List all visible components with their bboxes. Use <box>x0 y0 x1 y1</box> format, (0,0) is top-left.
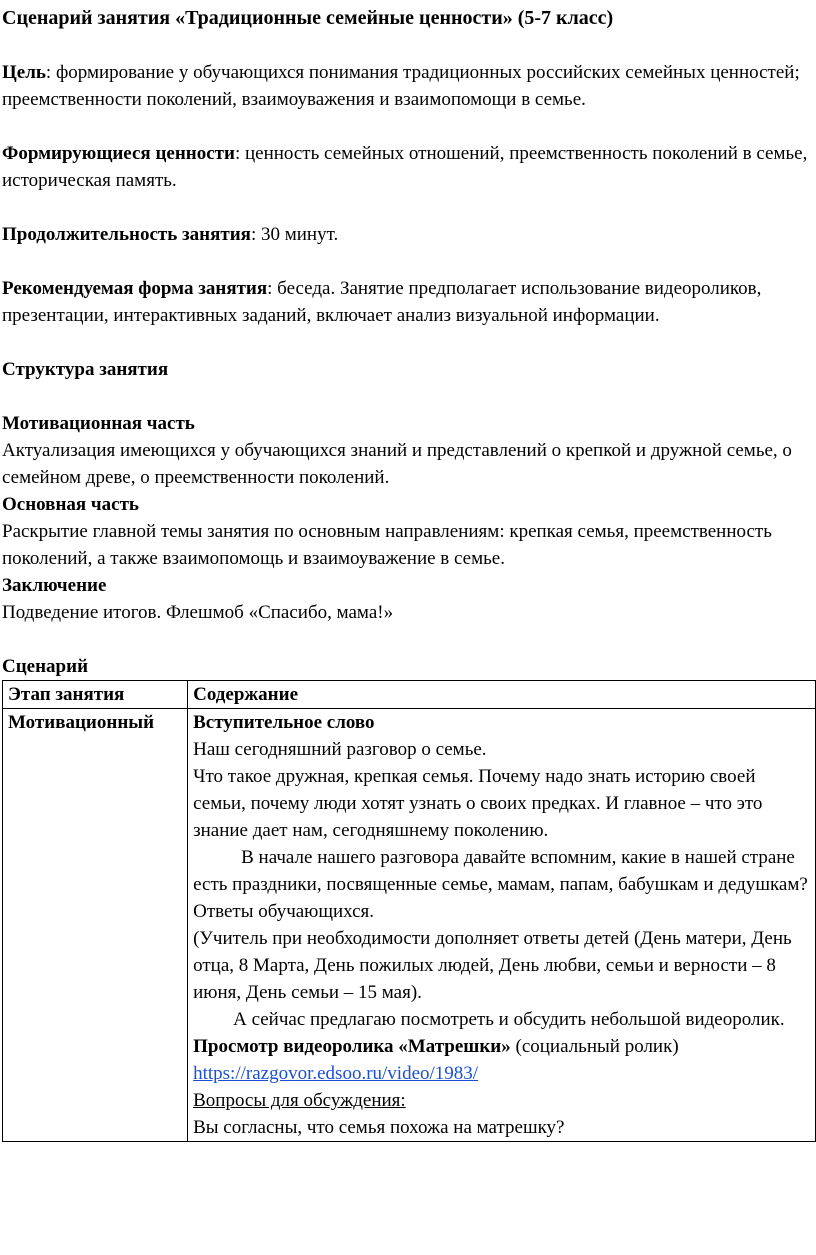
structure-heading: Структура занятия <box>2 359 169 380</box>
goal-label: Цель <box>2 62 46 83</box>
header-stage: Этап занятия <box>3 681 188 709</box>
goal-paragraph <box>2 59 816 113</box>
stage-cell: Мотивационный <box>3 709 188 1142</box>
document-title: Сценарий занятия «Традиционные семейные ценности» (5-7 класс) <box>2 7 614 29</box>
structure-part-title: Основная часть <box>2 494 139 515</box>
questions-label: Вопросы для обсуждения: <box>193 1090 406 1111</box>
structure-part-title: Мотивационная часть <box>2 413 195 434</box>
video-note: (социальный ролик) <box>510 1036 679 1057</box>
table-row <box>3 709 816 1142</box>
intro-title: Вступительное слово <box>193 712 375 733</box>
goal-text: : формирование у обучающихся понимания традиционных российских семейных ценностей; преемственности поколений, взаимоуважения и взаимопомощи в семье. <box>2 62 800 110</box>
video-title: Просмотр видеоролика «Матрешки» <box>193 1036 511 1057</box>
values-label: Формирующиеся ценности <box>2 143 235 164</box>
content-paragraph: Ответы обучающихся. <box>193 901 375 922</box>
duration-label: Продолжительность занятия <box>2 224 251 245</box>
content-paragraph: А сейчас предлагаю посмотреть и обсудить небольшой видеоролик. <box>233 1009 785 1030</box>
video-link[interactable]: https://razgovor.edsoo.ru/video/1983/ <box>193 1063 479 1084</box>
content-paragraph: Что такое дружная, крепкая семья. Почему надо знать историю своей семьи, почему люди хотят узнать о своих предках. И главное – что это знание дает нам, сегодняшнему поколению. <box>193 766 763 841</box>
scenario-heading: Сценарий <box>2 656 89 677</box>
duration-paragraph <box>2 221 816 248</box>
video-paragraph <box>193 1033 811 1060</box>
content-paragraph: (Учитель при необходимости дополняет ответы детей (День матери, День отца, 8 Марта, День пожилых людей, День любви, семьи и верности – 8 июня, День семьи – 15 мая). <box>193 928 792 1003</box>
table-header-row <box>3 681 816 709</box>
question-item: Вы согласны, что семья похожа на матрешку? <box>193 1117 565 1138</box>
video-link-paragraph <box>193 1060 811 1087</box>
structure-part-text: Актуализация имеющихся у обучающихся знаний и представлений о крепкой и дружной семье, о семейном древе, о преемственности поколений. <box>2 440 792 488</box>
duration-text: : 30 минут. <box>250 224 339 245</box>
header-content: Содержание <box>188 681 816 709</box>
structure-part-title: Заключение <box>2 575 107 596</box>
structure-part-text: Подведение итогов. Флешмоб «Спасибо, мама!» <box>2 602 394 623</box>
values-text: : ценность семейных отношений, преемственность поколений в семье, историческая память. <box>2 143 808 191</box>
content-paragraph: В начале нашего разговора давайте вспомним, какие в нашей стране есть праздники, посвященные семье, мамам, папам, бабушкам и дедушкам? <box>193 847 808 895</box>
content-paragraph: Наш сегодняшний разговор о семье. <box>193 739 487 760</box>
values-paragraph <box>2 140 816 194</box>
form-text: : беседа. Занятие предполагает использование видеороликов, презентации, интерактивных заданий, включает анализ визуальной информации. <box>2 278 762 326</box>
scenario-table <box>2 680 816 1142</box>
structure-part-text: Раскрытие главной темы занятия по основным направлениям: крепкая семья, преемственность поколений, а также взаимопомощь и взаимоуважение в семье. <box>2 521 772 569</box>
form-paragraph <box>2 275 816 329</box>
form-label: Рекомендуемая форма занятия <box>2 278 268 299</box>
content-cell <box>188 709 816 1142</box>
